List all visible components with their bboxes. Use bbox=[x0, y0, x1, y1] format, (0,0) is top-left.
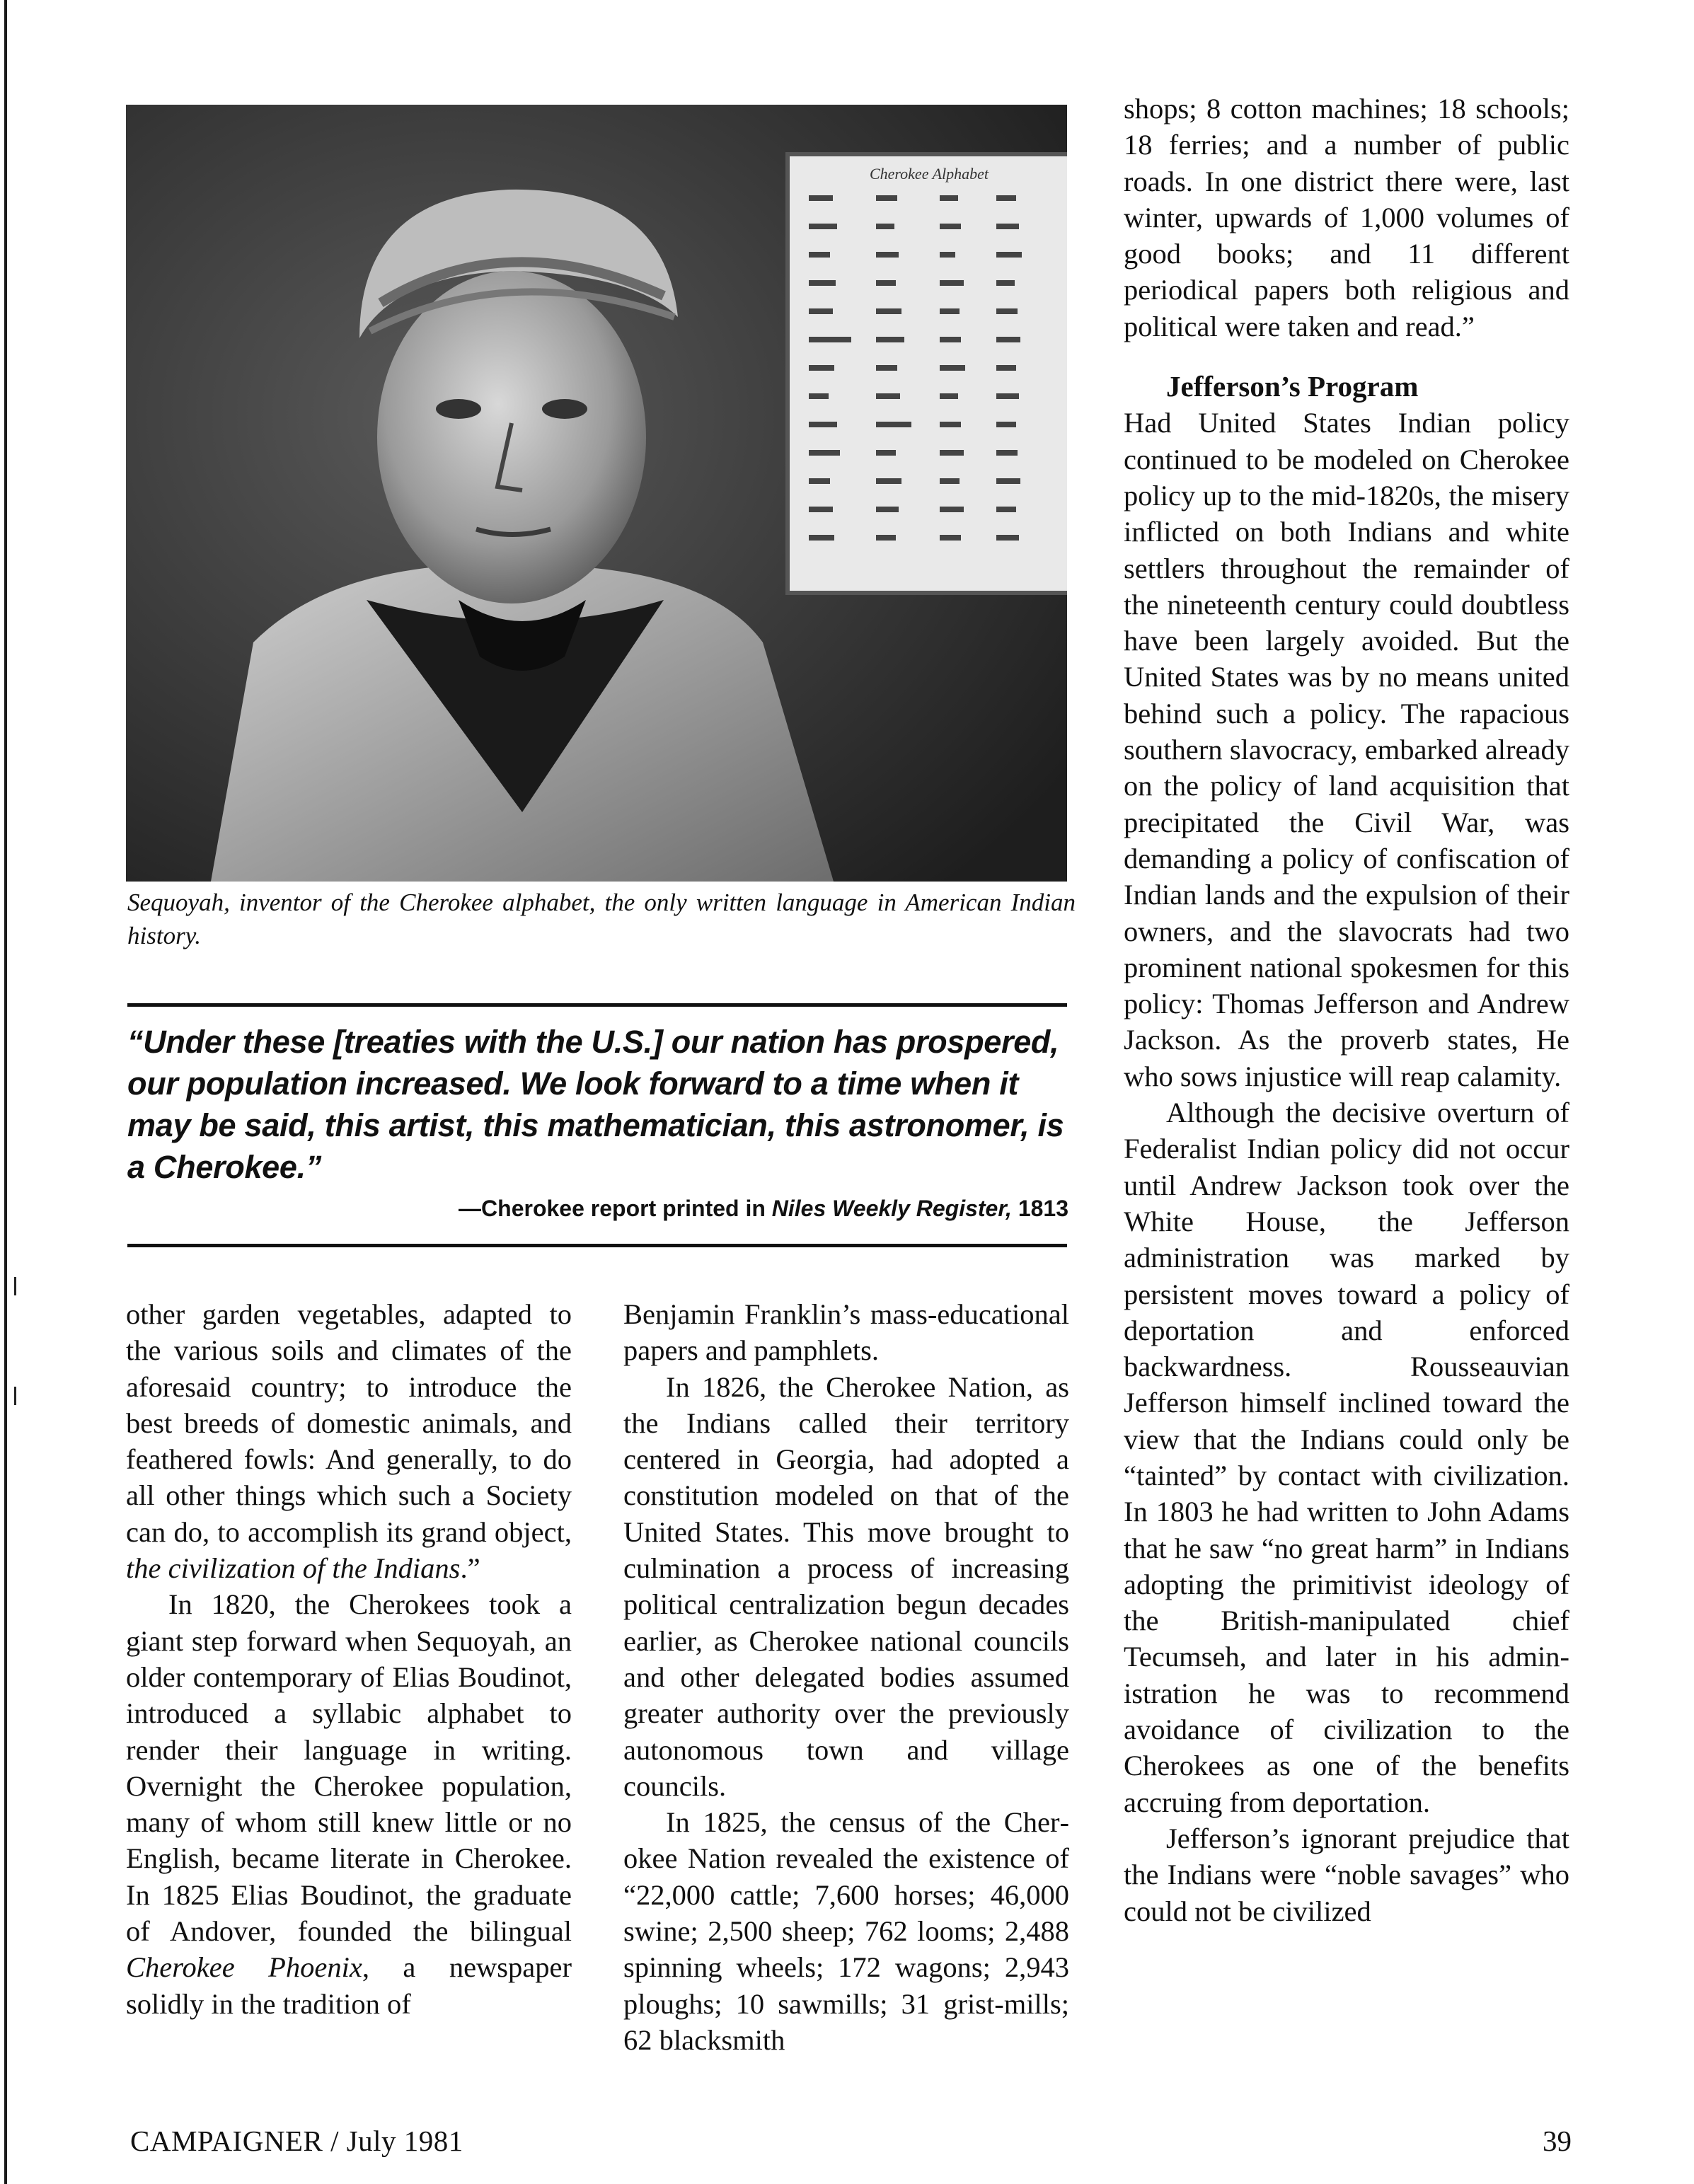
paragraph: shops; 8 cotton machines; 18 schools; 18 ferries; and a number of public roads. In one district there were, last winter, upwards of 1,000 volumes of good books; and 11 different periodical papers both religious and political were taken and read.” bbox=[1124, 93, 1569, 342]
column-2 bbox=[623, 1296, 1069, 2058]
footer-publication: CAMPAIGNER / July 1981 bbox=[130, 2125, 463, 2157]
attribution-publication: Niles Weekly Register, bbox=[771, 1196, 1012, 1221]
page-number: 39 bbox=[1543, 2125, 1572, 2157]
paragraph bbox=[126, 1586, 572, 2022]
edge-mark bbox=[14, 1387, 16, 1405]
photo-caption: Sequoyah, inventor of the Cherokee alphabet, the only written language in American Indian history. bbox=[127, 889, 1076, 949]
cherokee-alphabet-chart bbox=[788, 154, 1067, 593]
paragraph-italic: the civilization of the Indians bbox=[126, 1552, 461, 1585]
paragraph: Jefferson’s ignorant prejudice that the Indians were “noble savages” who could not be civilized bbox=[1124, 1822, 1569, 1927]
paragraph-text: other garden vegetables, adapted to the various soils and climates of the aforesaid country; to introduce the best breeds of domestic animals, and feathered fowls: And generally, to do all other things which such a Society can do, to accomplish its grand object, bbox=[126, 1298, 572, 1548]
paragraph: Benjamin Franklin’s mass-educational papers and pamphlets. bbox=[623, 1298, 1069, 1367]
paragraph: Although the decisive overturn of Federalist Indian policy did not occur until Andrew Jackson took over the White House, the Jefferson administration was marked by persistent moves toward a policy of deportation and enforced backwardness. Rousseauvian Jefferson himself inclined toward the view that the Indians could only be “tainted” by contact with civilization. In 1803 he had written to John Adams that he saw “no great harm” in Indians adopting the primitivist ideology of the British-manipulated chief Tecumseh, and later in his administration he was to recommend avoidance of civilization to the Cherokees as one of the benefits accruing from deportation. bbox=[1124, 1097, 1569, 1818]
paragraph: In 1825, the census of the Cherokee Nation revealed the existence of “22,000 cattle; 7,600 horses; 46,000 swine; 2,500 sheep; 762 looms; 2,488 spinning wheels; 172 wagons; 2,943 ploughs; 10 sawmills; 31 grist-mills; 62 blacksmith bbox=[623, 1806, 1069, 2056]
paragraph bbox=[126, 1296, 572, 1586]
paragraph-text: .” bbox=[460, 1552, 480, 1585]
paragraph: In 1826, the Cherokee Nation, as the Indians called their territory centered in Georgia, had adopted a constitution modeled on that of the United States. This move brought to culmination a process of increasing political centralization begun decades earlier, as Cherokee national councils and other delegated bodies assumed greater authority over the previously autonomous town and village councils. bbox=[623, 1370, 1069, 1802]
pull-quote-rule-bottom bbox=[127, 1244, 1067, 1247]
sequoyah-portrait-photo bbox=[126, 105, 1067, 882]
face bbox=[377, 271, 646, 603]
attribution-year: 1813 bbox=[1011, 1196, 1068, 1221]
paragraph-text: In 1820, the Cherokees took a giant step forward when Sequoyah, an older contemporary of Elias Boudinot, introduced a syllabic alphabet to render their language in writing. Overnight the Cherokee population, many of whom still knew little or no English, became literate in Cherokee. In 1825 Elias Boudinot, the graduate of Andover, founded the bilingual bbox=[126, 1588, 572, 1948]
column-3 bbox=[1124, 91, 1569, 1929]
paragraph: Had United States Indian policy continued to be modeled on Cherokee policy up to the mid-1820s, the misery inflicted on both Indians and white settlers throughout the remainder of the nineteenth century could doubtless have been largely avoided. But the United States was by no means united behind such a policy. The rapacious southern slavocracy, embarked already on the policy of land acquisition that precipitated the Civil War, was demanding a policy of confiscation of Indian lands and the expulsion of their owners, and the slavocrats had two prominent national spokesmen for this policy: Thomas Jefferson and Andrew Jackson. As the proverb states, He who sows injustice will reap calamity. bbox=[1124, 407, 1569, 1092]
paragraph-italic: Cherokee Phoenix bbox=[126, 1951, 362, 1984]
pull-quote-rule-top bbox=[127, 1003, 1067, 1007]
page-edge-line bbox=[4, 0, 7, 2184]
alphabet-chart-title: Cherokee Alphabet bbox=[869, 165, 989, 183]
paragraph-text: , a newspaper solidly in the tradition of bbox=[126, 1951, 572, 2020]
portrait-illustration bbox=[126, 105, 1067, 882]
pull-quote-text: “Under these [treaties with the U.S.] our nation has prospered, our population increased. We look forward to a time when it may be said, this artist, this mathematician, this astronomer, is a Cherokee.” bbox=[127, 1024, 1064, 1185]
edge-mark bbox=[14, 1277, 16, 1295]
attribution-prefix: —Cherokee report printed in bbox=[459, 1196, 772, 1221]
pull-quote-attribution bbox=[459, 1196, 1068, 1222]
column-1 bbox=[126, 1296, 572, 2022]
section-heading: Jefferson’s Program bbox=[1166, 370, 1419, 403]
